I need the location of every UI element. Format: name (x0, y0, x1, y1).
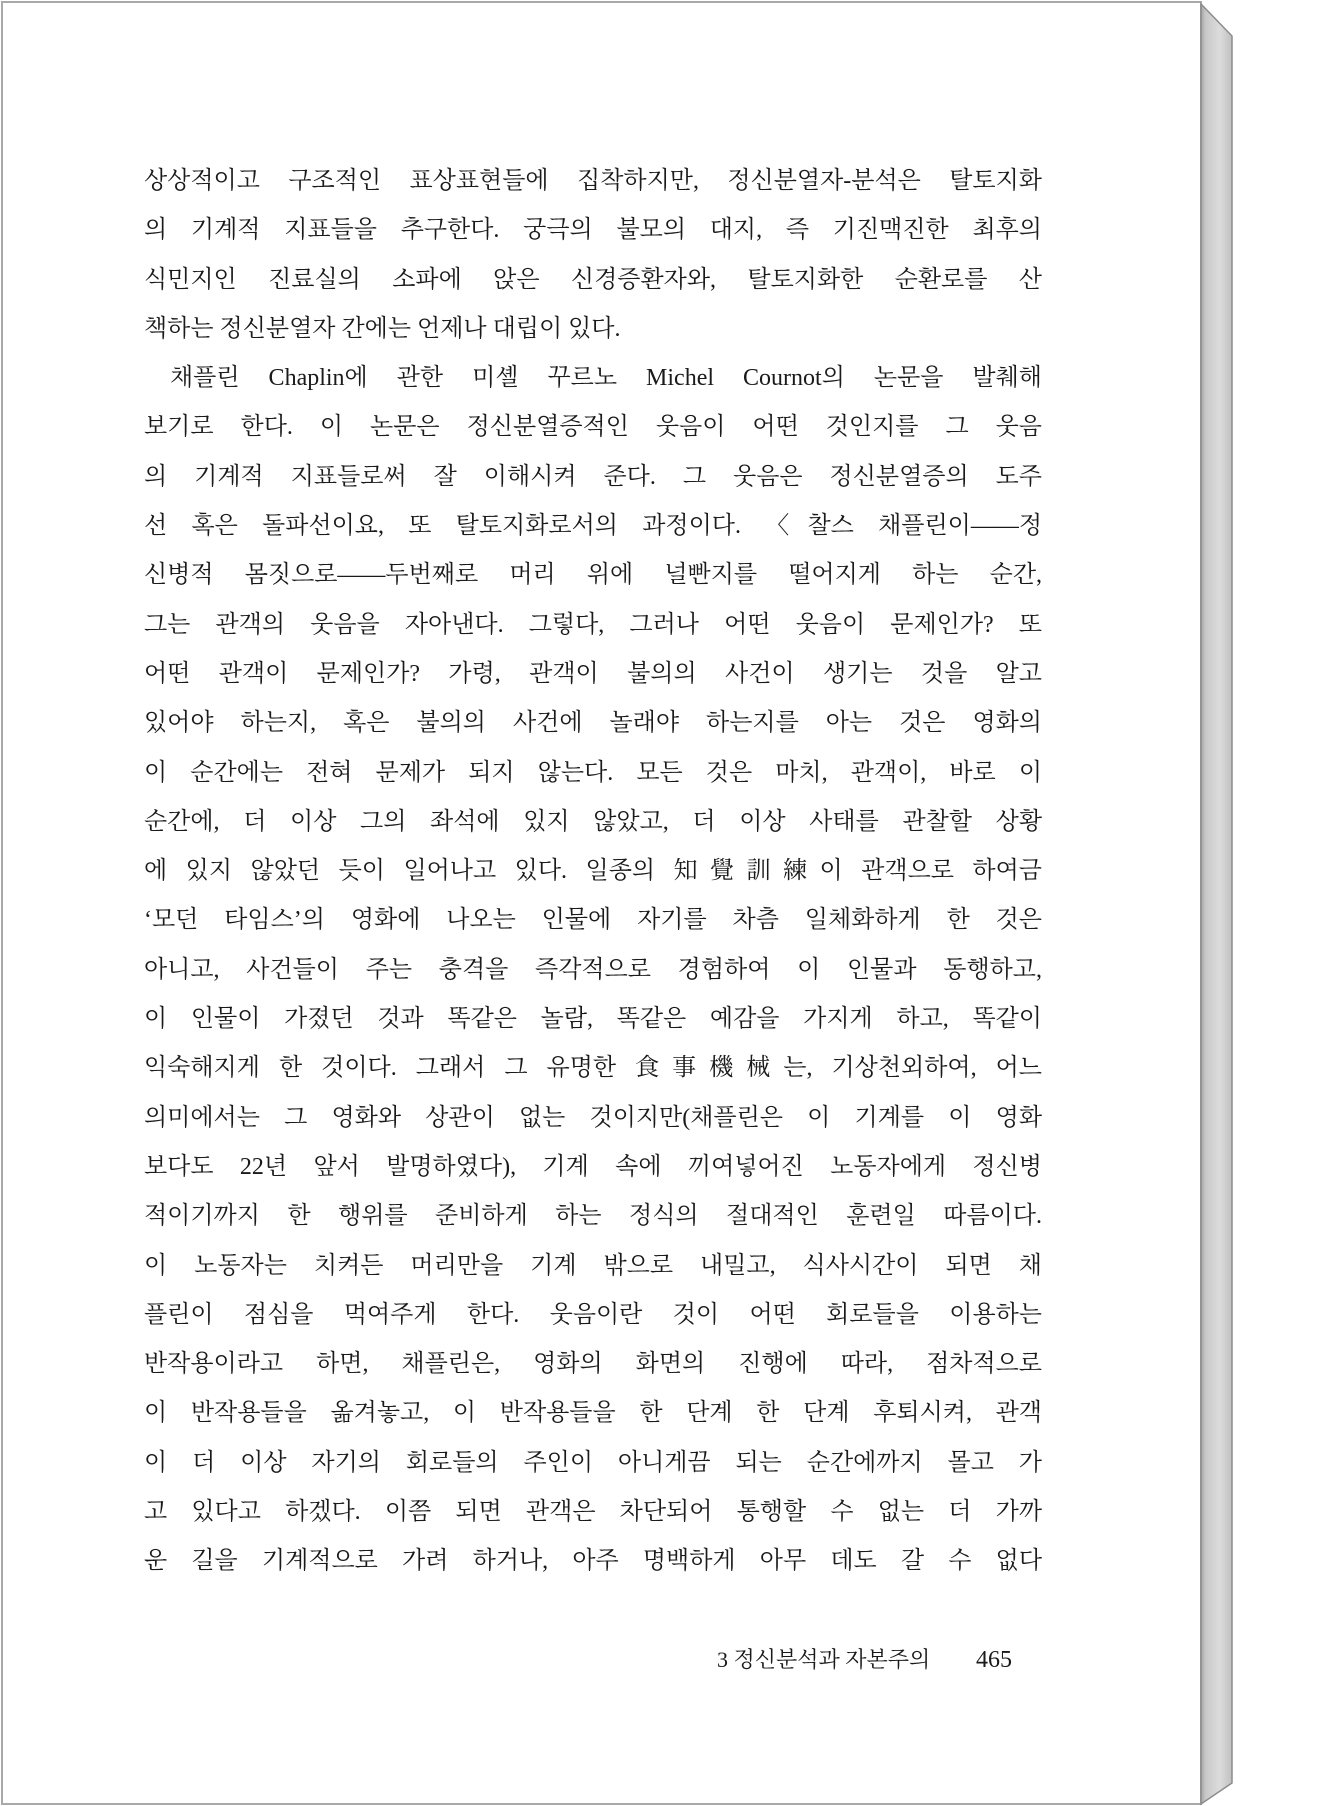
text-line: 보기로 한다. 이 논문은 정신분열증적인 웃음이 어떤 것인지를 그 웃음 (144, 414, 1042, 441)
text-line: 의 기계적 지표들을 추구한다. 궁극의 불모의 대지, 즉 기진맥진한 최후의 (144, 217, 1042, 244)
text-line: 플린이 점심을 먹여주게 한다. 웃음이란 것이 어떤 회로들을 이용하는 (144, 1301, 1042, 1328)
text-line: 식민지인 진료실의 소파에 앉은 신경증환자와, 탈토지화한 순환로를 산 (144, 266, 1042, 293)
text-line: 책하는 정신분열자 간에는 언제나 대립이 있다. (144, 315, 621, 342)
paragraph (144, 354, 1042, 1586)
paragraph (144, 157, 1042, 354)
text-line: 보다도 22년 앞서 발명하였다), 기계 속에 끼여넣어진 노동자에게 정신병 (144, 1153, 1042, 1180)
text-line: 어떤 관객이 문제인가? 가령, 관객이 불의의 사건이 생기는 것을 알고 (144, 660, 1042, 687)
text-line: 상상적이고 구조적인 표상표현들에 집착하지만, 정신분열자-분석은 탈토지화 (144, 168, 1042, 194)
text-line: 반작용이라고 하면, 채플린은, 영화의 화면의 진행에 따라, 점차적으로 (144, 1351, 1042, 1378)
text-line: 익숙해지게 한 것이다. 그래서 그 유명한 食事機械는, 기상천외하여, 어느 (144, 1055, 1042, 1082)
text-line: 이 반작용들을 옮겨놓고, 이 반작용들을 한 단계 한 단계 후퇴시켜, 관객 (144, 1400, 1042, 1427)
text-line: 아니고, 사건들이 주는 충격을 즉각적으로 경험하여 이 인물과 동행하고, (144, 956, 1042, 983)
text-line: 운 길을 기계적으로 가려 하거나, 아주 명백하게 아무 데도 갈 수 없다 (144, 1548, 1042, 1575)
body-text (144, 157, 1042, 1587)
text-line: 의 기계적 지표들로써 잘 이해시켜 준다. 그 웃음은 정신분열증의 도주 (144, 463, 1042, 490)
text-line: 에 있지 않았던 듯이 일어나고 있다. 일종의 知覺訓練이 관객으로 하여금 (144, 858, 1042, 885)
page-number: 465 (976, 1647, 1012, 1673)
text-line: 선 혹은 돌파선이요, 또 탈토지화로서의 과정이다. 〈찰스 채플린이――정 (144, 513, 1042, 540)
text-line: 순간에, 더 이상 그의 좌석에 있지 않았고, 더 이상 사태를 관찰할 상황 (144, 808, 1042, 835)
book-edge (1201, 4, 1232, 1804)
text-line: 그는 관객의 웃음을 자아낸다. 그렇다, 그러나 어떤 웃음이 문제인가? 또 (144, 611, 1042, 638)
text-line: 고 있다고 하겠다. 이쯤 되면 관객은 차단되어 통행할 수 없는 더 가까 (144, 1499, 1042, 1526)
text-line: 이 순간에는 전혀 문제가 되지 않는다. 모든 것은 마치, 관객이, 바로 이 (144, 759, 1042, 786)
text-line: 이 노동자는 치켜든 머리만을 기계 밖으로 내밀고, 식사시간이 되면 채 (144, 1252, 1042, 1279)
text-line: 이 인물이 가졌던 것과 똑같은 놀람, 똑같은 예감을 가지게 하고, 똑같이 (144, 1006, 1042, 1033)
text-line: 신병적 몸짓으로――두번째로 머리 위에 널빤지를 떨어지게 하는 순간, (144, 562, 1042, 589)
text-line: 적이기까지 한 행위를 준비하게 하는 정식의 절대적인 훈련일 따름이다. (144, 1203, 1042, 1230)
text-line: 의미에서는 그 영화와 상관이 없는 것이지만(채플린은 이 기계를 이 영화 (144, 1104, 1042, 1131)
text-line: 채플린 Chaplin에 관한 미셸 꾸르노 Michel Cournot의 논문을 발췌해 (170, 365, 1042, 392)
running-head: 3 정신분석과 자본주의 (717, 1647, 931, 1672)
text-line: 있어야 하는지, 혹은 불의의 사건에 놀래야 하는지를 아는 것은 영화의 (144, 710, 1042, 737)
text-line: 이 더 이상 자기의 회로들의 주인이 아니게끔 되는 순간에까지 몰고 가 (144, 1449, 1042, 1476)
text-line: ‘모던 타임스’의 영화에 나오는 인물에 자기를 차츰 일체화하게 한 것은 (144, 907, 1042, 934)
